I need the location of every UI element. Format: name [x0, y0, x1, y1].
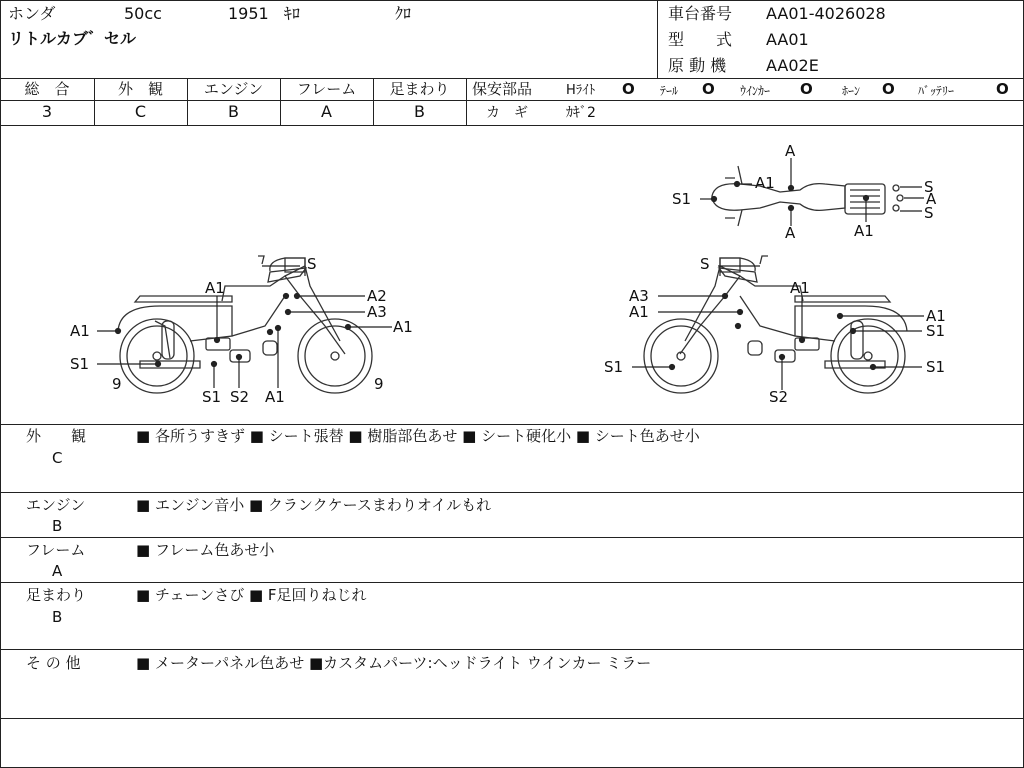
- safety-item-tail: ﾃｰﾙ: [660, 84, 679, 98]
- remarks-rule: [0, 582, 1024, 583]
- diag-left-label: 9: [374, 375, 384, 393]
- remark-text: ■ 各所うすきず ■ シート張替 ■ 樹脂部色あせ ■ シート硬化小 ■ シート色あせ小: [136, 427, 700, 445]
- diag-left-label: A1: [265, 388, 285, 406]
- diag-top-label: A1: [755, 174, 775, 192]
- remark-grade: A: [52, 562, 63, 580]
- safety-mark-battery: O: [996, 80, 1009, 98]
- diag-right-label: S1: [926, 358, 946, 376]
- diag-left-label: A2: [367, 287, 387, 305]
- grade-label-frame: フレーム: [296, 80, 357, 98]
- remark-text: ■ フレーム色あせ小: [136, 541, 275, 559]
- safety-item-battery: ﾊﾞｯﾃﾘｰ: [918, 84, 955, 98]
- year-unit-text: ｷﾛ: [284, 4, 301, 23]
- grade-col-divider: [466, 78, 467, 125]
- safety-mid-rule: [466, 100, 1024, 101]
- diag-left-label: A1: [70, 322, 90, 340]
- safety-item-winker: ｳｲﾝｶｰ: [740, 84, 771, 98]
- diag-left-label: 9: [112, 375, 122, 393]
- remark-text: ■ メーターパネル色あせ ■カスタムパーツ:ヘッドライト ウインカー ミラー: [136, 654, 652, 672]
- diag-top-label: S: [924, 178, 934, 196]
- grade-value-overall: 3: [41, 102, 53, 121]
- safety-mark-headlight: O: [622, 80, 635, 98]
- diag-right-label: A3: [629, 287, 649, 305]
- type-value: AA01: [766, 30, 809, 49]
- key-value: ｶｷﾞ2: [566, 105, 596, 121]
- remark-grade: C: [52, 449, 63, 467]
- diag-top-label: S: [924, 204, 934, 222]
- remark-grade: B: [52, 608, 63, 626]
- diag-left-label: A1: [393, 318, 413, 336]
- diag-top-label: A1: [854, 222, 874, 240]
- model-name-text: リトルカブ゛セル: [8, 29, 137, 48]
- diag-right-label: S1: [926, 322, 946, 340]
- diagram-bottom-rule: [0, 424, 1024, 425]
- header-divider: [657, 0, 658, 78]
- remark-label: エンジン: [26, 496, 86, 514]
- remark-label: 足まわり: [26, 586, 87, 604]
- diag-right-label: A1: [790, 279, 810, 297]
- remark-text: ■ エンジン音小 ■ クランクケースまわりオイルもれ: [136, 496, 492, 514]
- remark-grade: B: [52, 517, 63, 535]
- diag-top-label: A: [926, 190, 937, 208]
- diag-right-label: S2: [769, 388, 789, 406]
- diag-top-label: A: [785, 142, 796, 160]
- grade-label-exterior: 外 観: [117, 80, 163, 98]
- grade-value-exterior: C: [134, 102, 147, 121]
- grade-top-rule: [0, 78, 1024, 79]
- diag-right-label: S1: [604, 358, 624, 376]
- grade-label-engine: エンジン: [203, 80, 264, 98]
- safety-mark-tail: O: [702, 80, 715, 98]
- year-text: 1951: [228, 4, 269, 23]
- safety-item-headlight: Hﾗｲﾄ: [566, 83, 596, 98]
- diag-left-label: A1: [205, 279, 225, 297]
- type-label: 型 式: [668, 30, 733, 49]
- grade-label-suspension: 足まわり: [389, 80, 450, 98]
- safety-label: 保安部品: [472, 80, 533, 98]
- safety-item-horn: ﾎｰﾝ: [842, 84, 861, 98]
- diag-top-label: S1: [672, 190, 692, 208]
- safety-mark-horn: O: [882, 80, 895, 98]
- top-view-motorcycle-drawing: [712, 166, 903, 226]
- remark-label: 外 観: [26, 427, 87, 445]
- remarks-rule: [0, 492, 1024, 493]
- remark-label: フレーム: [26, 541, 86, 559]
- safety-mark-winker: O: [800, 80, 813, 98]
- remarks-rule: [0, 649, 1024, 650]
- engine-label: 原 動 機: [668, 56, 727, 75]
- diag-left-label: A3: [367, 303, 387, 321]
- remark-label: そ の 他: [26, 654, 81, 672]
- frame-no-label: 車台番号: [668, 4, 733, 23]
- maker-text: ホンダ: [8, 4, 56, 23]
- grade-value-engine: B: [228, 102, 239, 121]
- diag-left-label: S1: [202, 388, 222, 406]
- grade-label-overall: 総 合: [24, 80, 70, 98]
- left-side-motorcycle-drawing: [118, 256, 372, 393]
- diag-right-label: S: [700, 255, 710, 273]
- grade-mid-rule: [0, 100, 466, 101]
- right-side-motorcycle-drawing: [644, 256, 907, 393]
- diag-left-label: S2: [230, 388, 250, 406]
- diag-left-label: S1: [70, 355, 90, 373]
- diag-right-label: A1: [926, 307, 946, 325]
- displacement-text: 50cc: [124, 4, 162, 23]
- frame-no-value: AA01-4026028: [766, 4, 886, 23]
- damage-diagram: [0, 126, 1024, 424]
- key-label: カ ギ: [486, 105, 528, 121]
- remark-text: ■ チェーンさび ■ F足回りねじれ: [136, 586, 367, 604]
- diag-top-label: A: [785, 224, 796, 242]
- grade-value-suspension: B: [414, 102, 425, 121]
- grade-value-frame: A: [321, 102, 332, 121]
- engine-value: AA02E: [766, 56, 819, 75]
- color-text: ｸﾛ: [395, 4, 412, 23]
- diag-left-label: S: [307, 255, 317, 273]
- remarks-rule: [0, 537, 1024, 538]
- diag-right-label: A1: [629, 303, 649, 321]
- remarks-rule: [0, 718, 1024, 719]
